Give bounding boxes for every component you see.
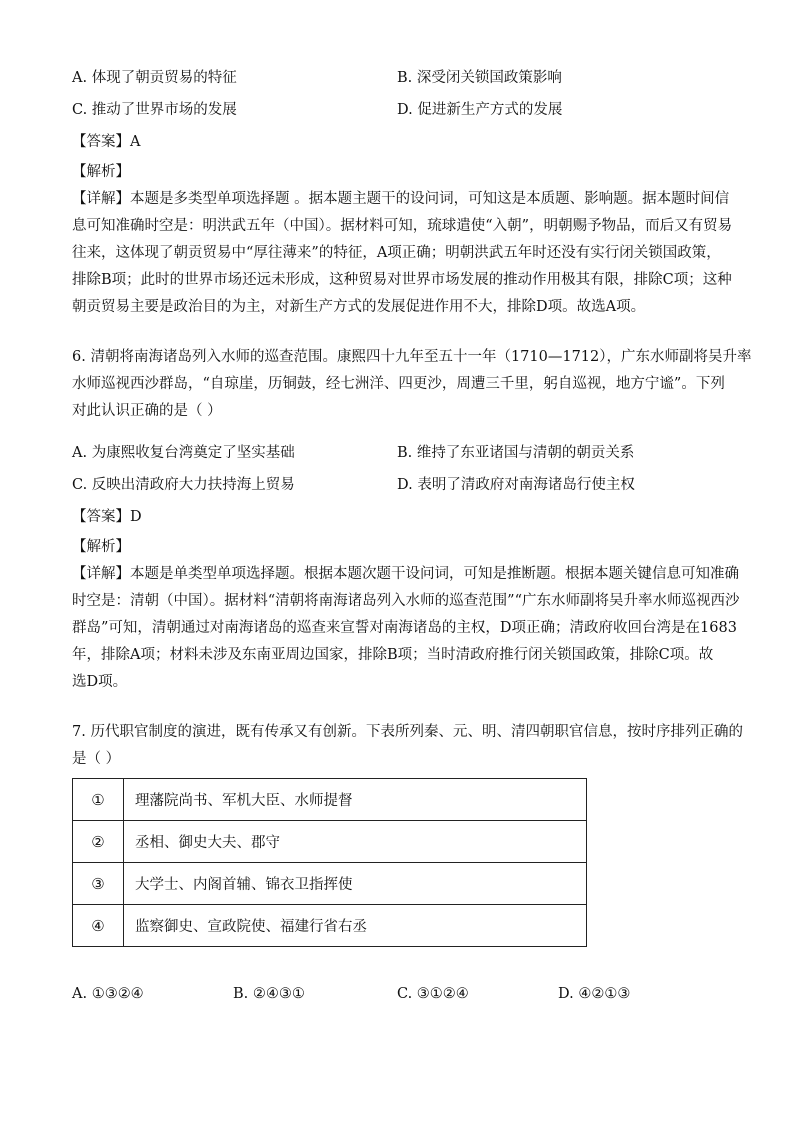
q7-stem (72, 719, 743, 773)
q6-answer: 【答案】D (72, 509, 142, 525)
q5-option-d: D. 促进新生产方式的发展 (397, 102, 563, 118)
q6-detail-line: 年，排除A项；材料未涉及东南亚周边国家，排除B项；当时清政府推行闭关锁国政策，排除C项。故 (72, 647, 714, 663)
q5-detail-line: 往来，这体现了朝贡贸易中“厚往薄来”的特征，A项正确；明朝洪武五年时还没有实行闭关锁国政策， (72, 245, 721, 261)
q5-detail-line: 朝贡贸易主要是政治目的为主，对新生产方式的发展促进作用不大，排除D项。故选A项。 (72, 299, 646, 315)
q5-option-c: C. 推动了世界市场的发展 (72, 102, 237, 118)
row-number: ③ (73, 863, 124, 905)
q6-detail-line: 群岛”可知，清朝通过对南海诸岛的巡查来宣誓对南海诸岛的主权，D项正确；清政府收回台湾是在1683 (72, 620, 737, 636)
q7-option-b: B. ②④③① (233, 986, 305, 1002)
q5-detail-line: 排除B项；此时的世界市场还远未形成，这种贸易对世界市场发展的推动作用极其有限，排除C项；这种 (72, 272, 732, 288)
row-number: ① (73, 779, 124, 821)
q6-option-d: D. 表明了清政府对南海诸岛行使主权 (397, 477, 635, 493)
table-row (73, 821, 587, 863)
row-number: ② (73, 821, 124, 863)
row-offices: 理藩院尚书、军机大臣、水师提督 (124, 779, 587, 821)
q6-stem-line: 6. 清朝将南海诸岛列入水师的巡查范围。康熙四十九年至五十一年（1710—1712），广东水师副将吴升率 (72, 349, 752, 365)
q6-detail-line: 时空是：清朝（中国）。据材料“清朝将南海诸岛列入水师的巡查范围”“广东水师副将吴升率水师巡视西沙 (72, 593, 740, 609)
q6-detail-line: 【详解】本题是单类型单项选择题。根据本题次题干设问词，可知是推断题。根据本题关键信息可知准确 (72, 566, 739, 582)
q5-option-a: A. 体现了朝贡贸易的特征 (72, 70, 237, 86)
q7-offices-table (72, 778, 587, 947)
q6-detail (72, 561, 740, 696)
row-number: ④ (73, 905, 124, 947)
q7-option-d: D. ④②①③ (558, 986, 631, 1002)
q5-detail-line: 【详解】本题是多类型单项选择题 。据本题主题干的设问词，可知这是本质题、影响题。据本题时间信 (72, 191, 730, 207)
row-offices: 大学士、内阁首辅、锦衣卫指挥使 (124, 863, 587, 905)
q6-option-a: A. 为康熙收复台湾奠定了坚实基础 (72, 445, 295, 461)
q6-option-c: C. 反映出清政府大力扶持海上贸易 (72, 477, 295, 493)
q7-stem-line: 7. 历代职官制度的演进，既有传承又有创新。下表所列秦、元、明、清四朝职官信息，按时序排列正确的 (72, 724, 743, 740)
q7-option-c: C. ③①②④ (397, 986, 469, 1002)
q6-stem (72, 344, 752, 425)
q6-analysis-label: 【解析】 (72, 539, 130, 555)
q6-stem-line: 水师巡视西沙群岛，“自琼崖，历铜鼓，经七洲洋、四更沙，周遭三千里，躬自巡视，地方宁谧”。下列 (72, 376, 725, 392)
table-row (73, 779, 587, 821)
q5-answer: 【答案】A (72, 134, 141, 150)
q6-stem-line: 对此认识正确的是（ ） (72, 403, 222, 419)
q5-detail-line: 息可知准确时空是：明洪武五年（中国）。据材料可知，琉球遣使“入朝”，明朝赐予物品，而后又有贸易 (72, 218, 733, 234)
q6-option-b: B. 维持了东亚诸国与清朝的朝贡关系 (397, 445, 635, 461)
table-row (73, 863, 587, 905)
q7-option-a: A. ①③②④ (72, 986, 144, 1002)
table-row (73, 905, 587, 947)
q6-detail-line: 选D项。 (72, 674, 128, 690)
q7-stem-line: 是（ ） (72, 751, 121, 767)
q5-detail (72, 186, 733, 321)
q5-analysis-label: 【解析】 (72, 164, 130, 180)
q5-option-b: B. 深受闭关锁国政策影响 (397, 70, 562, 86)
row-offices: 丞相、御史大夫、郡守 (124, 821, 587, 863)
row-offices: 监察御史、宣政院使、福建行省右丞 (124, 905, 587, 947)
